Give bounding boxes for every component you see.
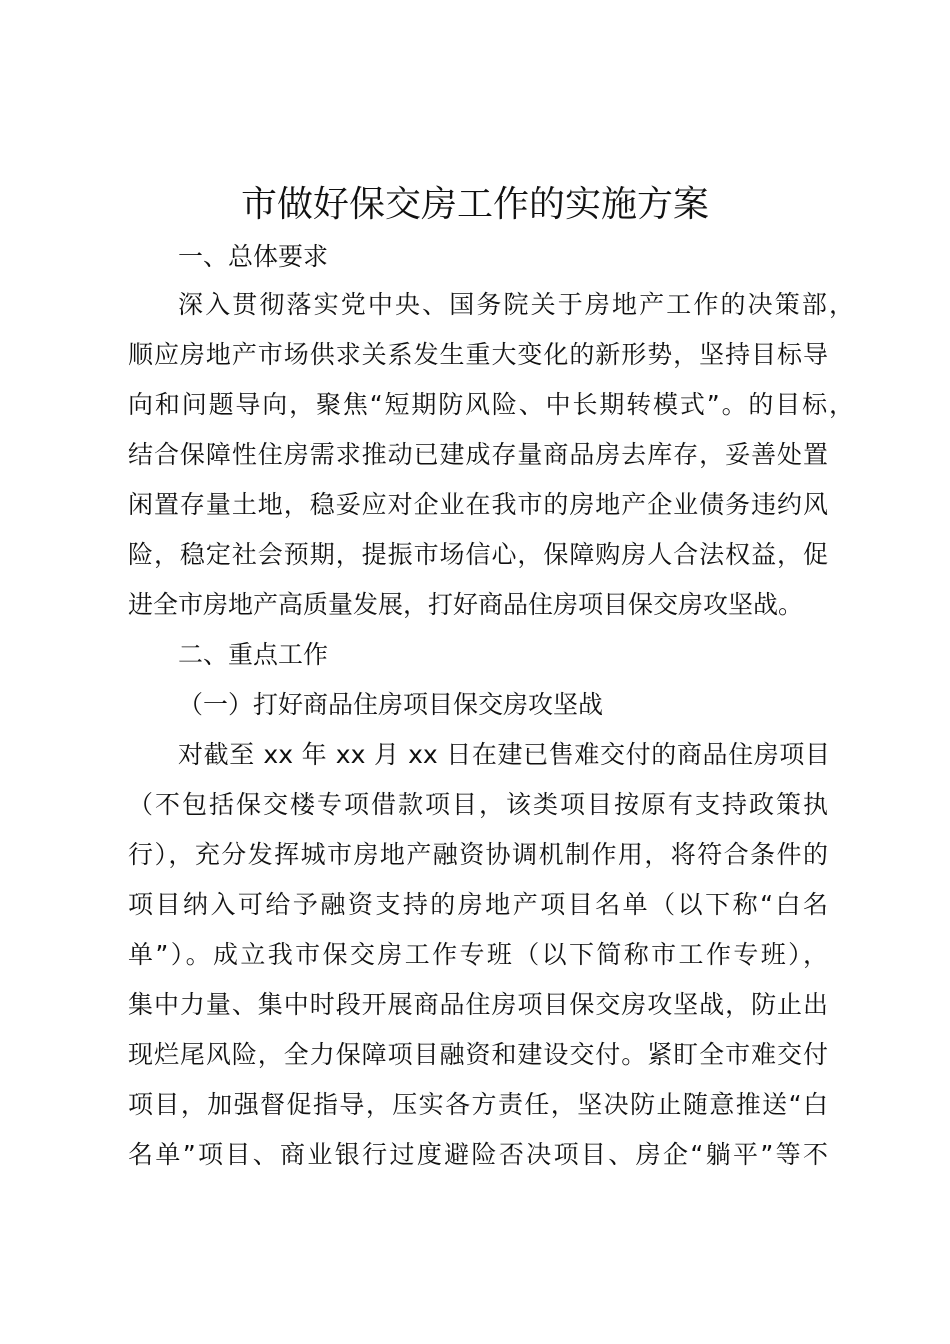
paragraph-line: 险，稳定社会预期，提振市场信心，保障购房人合法权益，促	[128, 540, 828, 569]
section-heading-1: 一、总体要求	[178, 242, 329, 271]
paragraph-line: 集中力量、集中时段开展商品住房项目保交房攻坚战，防止出	[128, 990, 828, 1019]
paragraph-line: 现烂尾风险，全力保障项目融资和建设交付。紧盯全市难交付	[128, 1040, 828, 1069]
document-title: 市做好保交房工作的实施方案	[240, 184, 709, 225]
paragraph-line: 顺应房地产市场供求关系发生重大变化的新形势，坚持目标导	[128, 340, 828, 369]
paragraph-line: 项目，加强督促指导，压实各方责任，坚决防止随意推送“白	[128, 1090, 828, 1119]
paragraph-line: 名单”项目、商业银行过度避险否决项目、房企“躺平”等不	[128, 1140, 828, 1169]
paragraph-line: 项目纳入可给予融资支持的房地产项目名单（以下称“白名	[128, 890, 828, 919]
subsection-heading-1: （一）打好商品住房项目保交房攻坚战	[178, 690, 604, 719]
paragraph-line: 对截至 xx 年 xx 月 xx 日在建已售难交付的商品住房项目	[178, 740, 830, 769]
paragraph-line: 向和问题导向，聚焦“短期防风险、中长期转模式”。的目标，	[128, 390, 854, 419]
section-heading-2: 二、重点工作	[178, 640, 329, 669]
paragraph-line: 深入贯彻落实党中央、国务院关于房地产工作的决策部，	[178, 290, 854, 319]
paragraph-line: 闲置存量土地，稳妥应对企业在我市的房地产企业债务违约风	[128, 490, 828, 519]
paragraph-line: （不包括保交楼专项借款项目，该类项目按原有支持政策执	[128, 790, 828, 819]
paragraph-line: 单”）。成立我市保交房工作专班（以下简称市工作专班），	[128, 940, 828, 969]
paragraph-line: 结合保障性住房需求推动已建成存量商品房去库存，妥善处置	[128, 440, 828, 469]
paragraph-line: 行），充分发挥城市房地产融资协调机制作用，将符合条件的	[128, 840, 828, 869]
paragraph-line: 进全市房地产高质量发展，打好商品住房项目保交房攻坚战。	[128, 590, 804, 619]
